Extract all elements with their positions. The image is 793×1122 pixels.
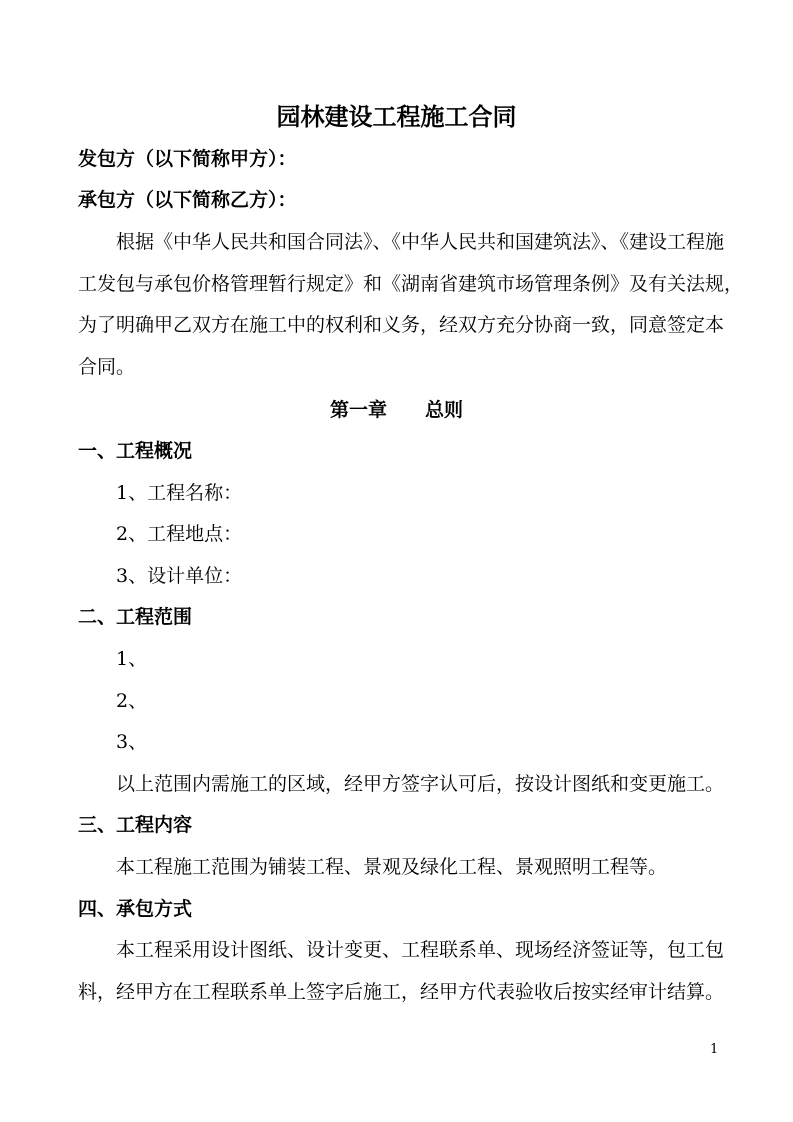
list-item: 2、 xyxy=(116,690,148,712)
list-item: 1、工程名称： xyxy=(116,482,243,504)
party-a-label: 发包方（以下简称甲方）： xyxy=(78,148,297,170)
chapter-name: 总则 xyxy=(425,399,464,421)
document-title: 园林建设工程施工合同 xyxy=(276,102,517,131)
list-item: 3、设计单位： xyxy=(116,565,243,587)
paragraph-line: 料，经甲方在工程联系单上签字后施工，经甲方代表验收后按实经审计结算。 xyxy=(78,981,725,1003)
chapter-heading xyxy=(0,398,793,422)
section-note: 以上范围内需施工的区域，经甲方签字认可后，按设计图纸和变更施工。 xyxy=(116,773,725,795)
list-item: 2、工程地点： xyxy=(116,523,243,545)
intro-line: 根据《中华人民共和国合同法》、《中华人民共和国建筑法》、《建设工程施 xyxy=(116,231,725,253)
intro-line: 为了明确甲乙双方在施工中的权利和义务，经双方充分协商一致，同意签定本 xyxy=(78,314,725,336)
section-heading: 二、工程范围 xyxy=(78,606,193,628)
list-item: 3、 xyxy=(116,731,148,753)
chapter-number: 第一章 xyxy=(329,399,387,421)
list-item: 1、 xyxy=(116,648,148,670)
section-heading: 四、承包方式 xyxy=(78,898,193,920)
section-heading: 一、工程概况 xyxy=(78,440,193,462)
paragraph-line: 本工程施工范围为铺装工程、景观及绿化工程、景观照明工程等。 xyxy=(116,856,668,878)
intro-line: 工发包与承包价格管理暂行规定》和《湖南省建筑市场管理条例》及有关法规， xyxy=(78,273,744,295)
party-b-label: 承包方（以下简称乙方）： xyxy=(78,189,297,211)
paragraph-line: 本工程采用设计图纸、设计变更、工程联系单、现场经济签证等，包工包 xyxy=(116,939,725,961)
section-heading: 三、工程内容 xyxy=(78,814,193,836)
intro-line: 合同。 xyxy=(78,356,136,378)
page-number: 1 xyxy=(710,1042,719,1057)
